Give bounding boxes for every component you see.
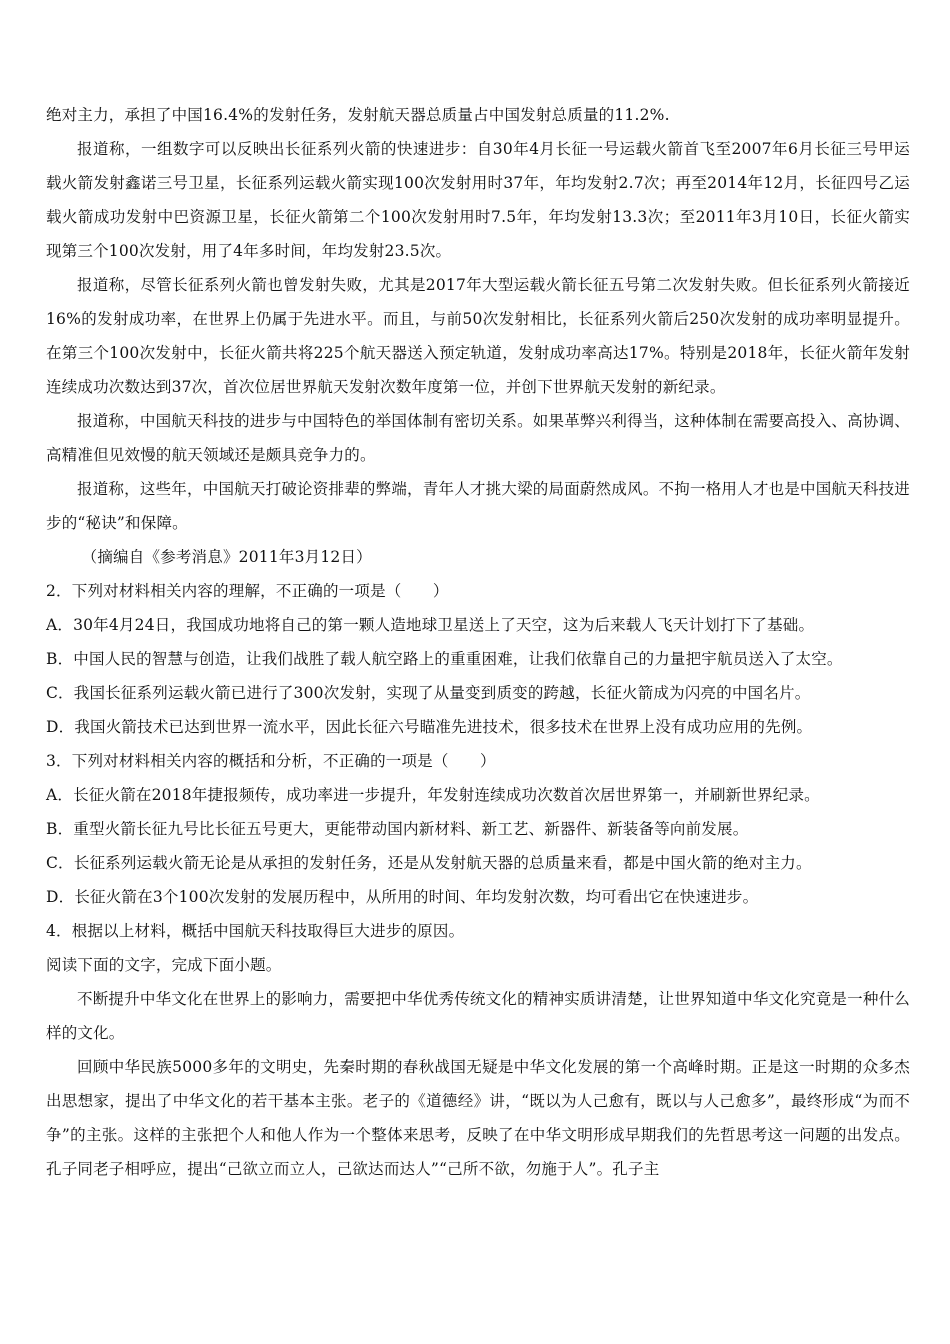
article2-paragraph: 回顾中华民族5000多年的文明史，先秦时期的春秋战国无疑是中华文化发展的第一个高峰时期。正是这一时期的众多杰出思想家，提出了中华文化的若干基本主张。老子的《道德经》讲，“既以为人己愈有，既以与人己愈多”，最终形成“为而不争”的主张。这样的主张把个人和他人作为一个整体来思考，反映了在中华文明形成早期我们的先哲思考这一问题的出发点。孔子同老子相呼应，提出“己欲立而立人，己欲达而达人”“己所不欲，勿施于人”。孔子主 [46,1058,910,1178]
question-2-option-b: B．中国人民的智慧与创造，让我们战胜了载人航空路上的重重困难，让我们依靠自己的力量把宇航员送入了太空。 [46,650,843,668]
question-2-option-a: A．30年4月24日，我国成功地将自己的第一颗人造地球卫星送上了天空，这为后来载人飞天计划打下了基础。 [46,616,815,634]
article1-paragraph: 报道称，中国航天科技的进步与中国特色的举国体制有密切关系。如果革弊兴利得当，这种体制在需要高投入、高协调、高精准但见效慢的航天领域还是颇具竞争力的。 [46,412,910,464]
question-2-stem: 2．下列对材料相关内容的理解，不正确的一项是（ ） [46,582,449,600]
question-2-option-c: C．我国长征系列运载火箭已进行了300次发射，实现了从量变到质变的跨越，长征火箭成为闪亮的中国名片。 [46,684,811,702]
article1-paragraph: 报道称，一组数字可以反映出长征系列火箭的快速进步：自30年4月长征一号运载火箭首飞至2007年6月长征三号甲运载火箭发射鑫诺三号卫星，长征系列运载火箭实现100次发射用时37年，年均发射2.7次；再至2014年12月，长征四号乙运载火箭成功发射中巴资源卫星，长征火箭第二个100次发射用时7.5年，年均发射13.3次；至2011年3月10日，长征火箭实现第三个100次发射，用了4年多时间，年均发射23.5次。 [46,140,910,260]
article1-paragraph: 报道称，这些年，中国航天打破论资排辈的弊端，青年人才挑大梁的局面蔚然成风。不拘一格用人才也是中国航天科技进步的“秘诀”和保障。 [46,480,910,532]
question-2-option-d: D．我国火箭技术已达到世界一流水平，因此长征六号瞄准先进技术，很多技术在世界上没有成功应用的先例。 [46,718,813,736]
question-4-stem: 4．根据以上材料，概括中国航天科技取得巨大进步的原因。 [46,922,465,940]
question-3-stem: 3．下列对材料相关内容的概括和分析，不正确的一项是（ ） [46,752,496,770]
question-3-option-b: B．重型火箭长征九号比长征五号更大，更能带动国内新材料、新工艺、新器件、新装备等向前发展。 [46,820,749,838]
article2-intro: 阅读下面的文字，完成下面小题。 [46,956,282,974]
article1-paragraph: 绝对主力，承担了中国16.4%的发射任务，发射航天器总质量占中国发射总质量的11.2%. [46,106,670,124]
question-3-option-d: D．长征火箭在3个100次发射的发展历程中，从所用的时间、年均发射次数，均可看出它在快速进步。 [46,888,759,906]
article1-source: （摘编自《参考消息》2011年3月12日） [81,548,372,566]
question-3-option-a: A．长征火箭在2018年捷报频传，成功率进一步提升，年发射连续成功次数首次居世界第一，并刷新世界纪录。 [46,786,820,804]
article1-paragraph: 报道称，尽管长征系列火箭也曾发射失败，尤其是2017年大型运载火箭长征五号第二次发射失败。但长征系列火箭接近16%的发射成功率，在世界上仍属于先进水平。而且，与前50次发射相比，长征系列火箭后250次发射的成功率明显提升。在第三个100次发射中，长征火箭共将225个航天器送入预定轨道，发射成功率高达17%。特别是2018年，长征火箭年发射连续成功次数达到37次，首次位居世界航天发射次数年度第一位，并创下世界航天发射的新纪录。 [46,276,910,396]
article2-paragraph: 不断提升中华文化在世界上的影响力，需要把中华优秀传统文化的精神实质讲清楚，让世界知道中华文化究竟是一种什么样的文化。 [46,990,910,1042]
question-3-option-c: C．长征系列运载火箭无论是从承担的发射任务，还是从发射航天器的总质量来看，都是中国火箭的绝对主力。 [46,854,812,872]
